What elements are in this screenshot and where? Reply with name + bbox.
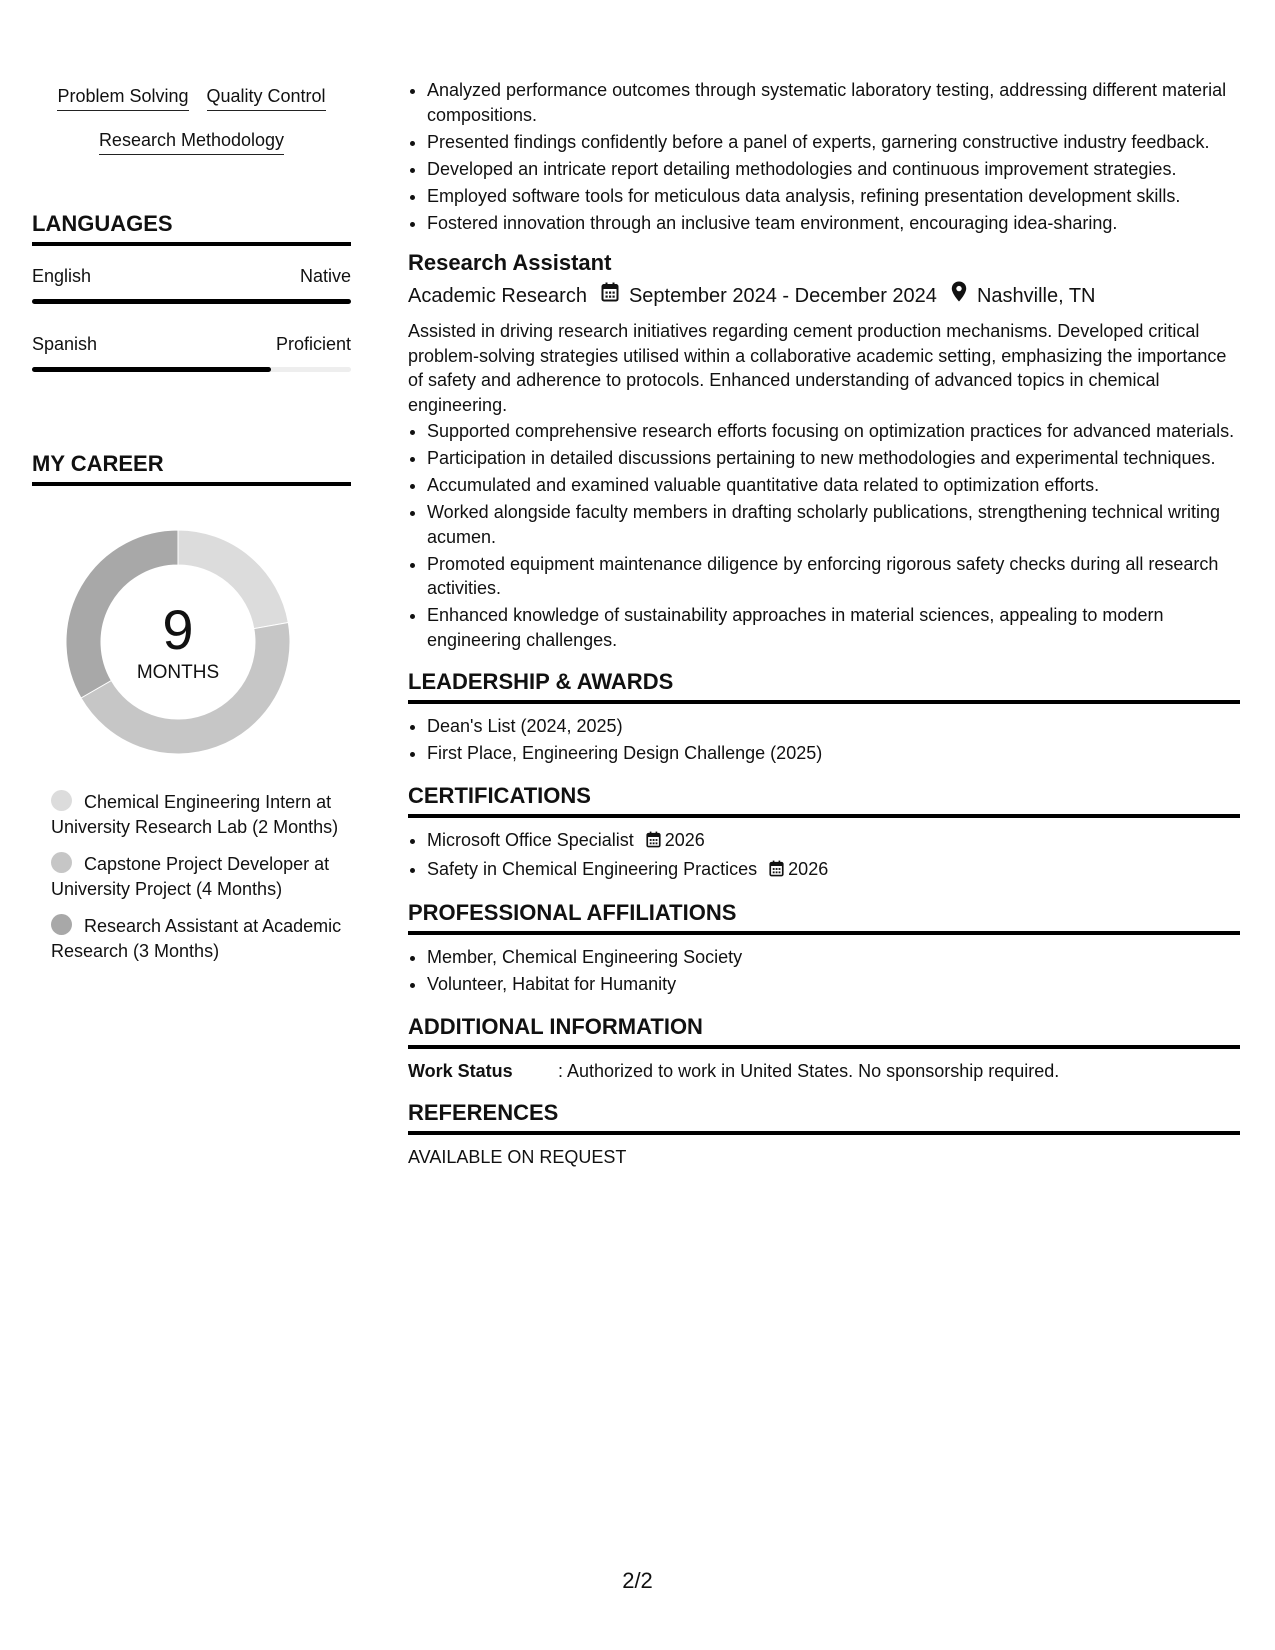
affiliations-section: [408, 899, 1240, 997]
calendar-icon: [646, 830, 661, 855]
bullet-item: • Developed an intricate report detailing methodologies and continuous improvement strategies.: [427, 157, 1240, 182]
award-item: • First Place, Engineering Design Challenge (2025): [427, 741, 1240, 766]
page-number: 2/2: [622, 1568, 653, 1593]
certification-name: Microsoft Office Specialist: [427, 829, 634, 850]
info-value: : Authorized to work in United States. No sponsorship required.: [558, 1060, 1060, 1081]
bullet-item: • Enhanced knowledge of sustainability approaches in material sciences, appealing to modern engineering challenges.: [427, 603, 1240, 652]
bullet-item: • Worked alongside faculty members in drafting scholarly publications, strengthening technical writing acumen.: [427, 500, 1240, 549]
legend-dot: [51, 790, 72, 811]
bullet-item: • Participation in detailed discussions pertaining to new methodologies and experimental techniques.: [427, 446, 1240, 471]
skill-row: [32, 128, 351, 155]
job-location: Nashville, TN: [976, 284, 1096, 307]
language-bar-fill: [32, 367, 271, 372]
skills-tags: [32, 84, 351, 172]
language-bar-fill: [32, 299, 351, 304]
bullet-item: • Accumulated and examined valuable quantitative data related to optimization efforts.: [427, 473, 1240, 498]
job-entry: [408, 249, 1240, 652]
career-donut-chart: [66, 530, 290, 754]
calendar-icon: [601, 282, 619, 310]
bullet-item: • Promoted equipment maintenance diligence by enforcing rigorous safety checks during all research activities.: [427, 552, 1240, 601]
certifications-section: [408, 782, 1240, 884]
info-label: Work Status: [408, 1060, 513, 1081]
language-bar: [32, 299, 351, 304]
additional-info-section: [408, 1013, 1240, 1083]
calendar-icon: [769, 859, 784, 884]
language-level: Native: [299, 266, 351, 286]
skill-tag: Quality Control: [207, 84, 326, 111]
previous-job-bullets: [408, 78, 1240, 235]
legend-label: Chemical Engineering Intern at University Research Lab (2 Months): [51, 792, 339, 837]
language-level: Proficient: [275, 334, 351, 354]
certification-year: 2026: [788, 858, 829, 879]
legend-item: [51, 914, 351, 963]
career-title: MY CAREER: [32, 450, 351, 486]
language-item: [32, 332, 351, 372]
job-title: Research Assistant: [408, 250, 612, 275]
additional-info-title: ADDITIONAL INFORMATION: [408, 1013, 1240, 1049]
skill-tag: Research Methodology: [99, 128, 284, 155]
skill-row: [32, 84, 351, 111]
certification-item: [427, 857, 1240, 884]
bullet-item: • Analyzed performance outcomes through systematic laboratory testing, addressing different material compositions.: [427, 78, 1240, 127]
legend-dot: [51, 914, 72, 935]
career-total-value: 9: [162, 598, 194, 661]
language-name: Spanish: [32, 334, 98, 354]
legend-item: [51, 790, 351, 839]
job-meta: [408, 281, 1240, 310]
languages-section: [32, 210, 351, 372]
right-column: [408, 78, 1240, 1169]
job-company: Academic Research: [408, 284, 587, 307]
leadership-title: LEADERSHIP & AWARDS: [408, 668, 1240, 704]
references-title: REFERENCES: [408, 1099, 1240, 1135]
language-bar: [32, 367, 351, 372]
affiliations-title: PROFESSIONAL AFFILIATIONS: [408, 899, 1240, 935]
legend-label: Capstone Project Developer at University Project (4 Months): [51, 854, 330, 899]
bullet-item: • Fostered innovation through an inclusive team environment, encouraging idea-sharing.: [427, 211, 1240, 236]
language-name: English: [32, 266, 92, 286]
affiliation-item: • Member, Chemical Engineering Society: [427, 945, 1240, 970]
languages-title: LANGUAGES: [32, 210, 351, 246]
references-text: AVAILABLE ON REQUEST: [408, 1146, 627, 1167]
references-section: [408, 1099, 1240, 1169]
info-row: [408, 1059, 1240, 1083]
leadership-section: [408, 668, 1240, 766]
career-total-unit: MONTHS: [136, 662, 220, 683]
affiliation-item: • Volunteer, Habitat for Humanity: [427, 972, 1240, 997]
legend-label: Research Assistant at Academic Research (3 Months): [51, 916, 342, 961]
certification-name: Safety in Chemical Engineering Practices: [427, 858, 758, 879]
bullet-item: • Presented findings confidently before a panel of experts, garnering constructive industry feedback.: [427, 130, 1240, 155]
certifications-title: CERTIFICATIONS: [408, 782, 1240, 818]
legend-dot: [51, 852, 72, 873]
bullet-item: • Employed software tools for meticulous data analysis, refining presentation development skills.: [427, 184, 1240, 209]
skill-tag: Problem Solving: [57, 84, 188, 111]
certification-year: 2026: [664, 829, 705, 850]
location-pin-icon: [951, 281, 967, 310]
job-bullets: [408, 419, 1240, 652]
career-section: [32, 450, 351, 961]
certification-item: [427, 828, 1240, 855]
career-legend: [51, 790, 351, 976]
job-dates: September 2024 - December 2024: [628, 284, 937, 307]
job-description: Assisted in driving research initiatives regarding cement production mechanisms. Developed critical problem-solving strategies utilised within a collaborative academic setting, emphasizing the importance of safety and adherence to protocols. Enhanced understanding of advanced topics in chemical engineering.: [408, 321, 1227, 415]
language-item: [32, 264, 351, 304]
bullet-item: • Supported comprehensive research efforts focusing on optimization practices for advanced materials.: [427, 419, 1240, 444]
legend-item: [51, 852, 351, 901]
award-item: • Dean's List (2024, 2025): [427, 714, 1240, 739]
